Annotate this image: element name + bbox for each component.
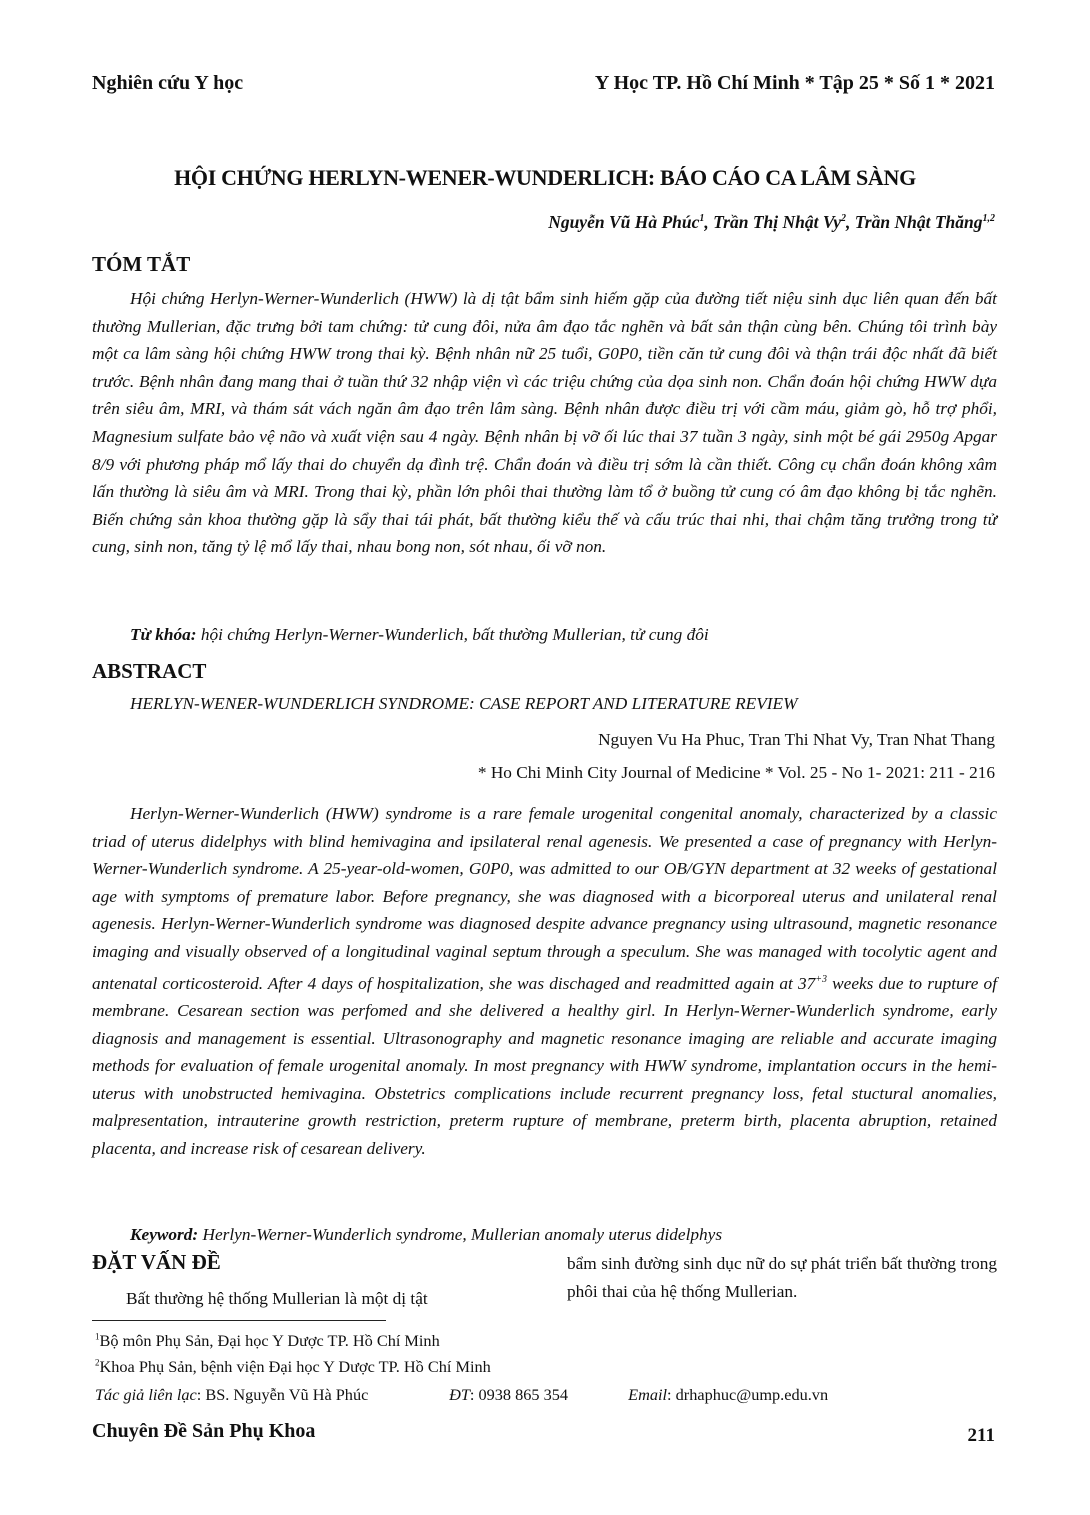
abstract-keywords-label: Keyword: [130,1225,199,1244]
intro-heading: ĐẶT VẤN ĐỀ [92,1250,221,1274]
abstract-heading: ABSTRACT [92,659,207,683]
summary-body: Hội chứng Herlyn-Werner-Wunderlich (HWW) là dị tật bẩm sinh hiếm gặp của đường tiết niệu sinh dục liên quan đến bất thường Mullerian, đặc trưng bởi tam chứng: tử cung đôi, nửa âm đạo tắc nghẽn và bất sản thận cùng bên. Chúng tôi trình bày một ca lâm sàng hội chứng HWW trong thai kỳ. Bệnh nhân nữ 25 tuổi, G0P0, tiền căn tử cung đôi và thận trái độc nhất đã biết trước. Bệnh nhân đang mang thai ở tuần thứ 32 nhập viện vì các triệu chứng của dọa sinh non. Chẩn đoán hội chứng HWW dựa trên siêu âm, MRI, và thám sát vách ngăn âm đạo trên lâm sàng. Bệnh nhân được điều trị với cầm máu, giảm gò, hỗ trợ phổi, Magnesium sulfate bảo vệ não và xuất viện sau 4 ngày. Bệnh nhân bị vỡ ối lúc thai 37 tuần 3 ngày, sinh một bé gái 2950g Apgar 8/9 với phương pháp mổ lấy thai do chuyển dạ đình trệ. Chẩn đoán và điều trị sớm là cần thiết. Công cụ chẩn đoán không xâm lấn thường là siêu âm và MRI. Trong thai kỳ, phần lớn phôi thai thường làm tổ ở buồng tử cung có âm đạo không bị tắc nghẽn. Biến chứng sản khoa thường gặp là sẩy thai tái phát, bất thường kiểu thế và cấu trúc thai nhi, thai chậm tăng trưởng trong tử cung, sinh non, tăng tỷ lệ mổ lấy thai, nhau bong non, sót nhau, ối vỡ non. [92,289,997,557]
footnote-2-mark: 2 [95,1357,100,1368]
contact-name: : BS. Nguyễn Vũ Hà Phúc [196,1385,369,1404]
abstract-body-superscript: +3 [815,973,827,985]
contact-author [95,1385,445,1405]
footnote-1-mark: 1 [95,1331,100,1342]
author-name: Trần Thị Nhật Vy [713,212,842,232]
author-affiliation-mark: 2 [841,213,847,225]
email-label: Email [628,1385,668,1404]
author-name: Nguyễn Vũ Hà Phúc [548,212,700,232]
footnote-2-text: Khoa Phụ Sản, bệnh viện Đại học Y Dược TP. Hồ Chí Minh [99,1357,491,1376]
abstract-body [92,800,997,1162]
phone-label: ĐT [449,1385,470,1404]
author-separator: , [704,212,714,232]
abstract-keywords [130,1225,722,1245]
corresponding-author [95,1385,895,1405]
footnote-2 [95,1357,491,1377]
author-list [548,212,995,233]
summary-keywords-text: hội chứng Herlyn-Werner-Wunderlich, bất thường Mullerian, tử cung đôi [196,625,709,644]
summary-keywords-label: Từ khóa: [130,625,197,644]
intro-right-column: bẩm sinh đường sinh dục nữ do sự phát triển bất thường trong phôi thai của hệ thống Mullerian. [567,1254,997,1301]
abstract-body-part2: weeks due to rupture of membrane. Cesarean section was perfomed and she delivered a healthy girl. In Herlyn-Werner-Wunderlich syndrome, early diagnosis and management is essential. Ultrasonography and magnetic resonance imaging are reliable and accurate imaging methods for evaluation of female urogenital anomaly. In most pregnancy with HWW syndrome, implantation occurs in the hemi-uterus with unobstructed hemivagina. Obstetrics complications include recurrent pregnancy loss, fetal stuctural anomalies, malpresentation, intrauterine growth restriction, preterm rupture of membrane, preterm birth, placenta abruption, retained placenta, and increase risk of cesarean delivery. [92,973,998,1158]
running-header-left: Nghiên cứu Y học [92,72,244,94]
footnote-1-text: Bộ môn Phụ Sản, Đại học Y Dược TP. Hồ Chí Minh [99,1331,440,1350]
page-number: 211 [967,1425,995,1446]
intro-left-column: Bất thường hệ thống Mullerian là một dị tật [126,1289,428,1308]
summary-heading: TÓM TẮT [92,252,191,276]
email-address: : drhaphuc@ump.edu.vn [667,1385,829,1404]
abstract-title: HERLYN-WENER-WUNDERLICH SYNDROME: CASE REPORT AND LITERATURE REVIEW [130,694,798,713]
author-affiliation-mark: 1 [699,213,705,225]
author-name: Trần Nhật Thăng [854,212,983,232]
abstract-body-part1: Herlyn-Werner-Wunderlich (HWW) syndrome is a rare female urogenital congenital anomaly, characterized by a classic triad of uterus didelphys with blind hemivagina and ipsilateral renal agenesis. We presented a case of pregnancy with Herlyn-Werner-Wunderlich syndrome. A 25-year-old-women, G0P0, was admitted to our OB/GYN department at 32 weeks of gestational age with symptoms of premature labor. Before pregnancy, she was diagnosed with a bicorporeal uterus and unilateral renal agenesis. Herlyn-Werner-Wunderlich syndrome was diagnosed despite advance pregnancy using ultrasound, magnetic resonance imaging and visually observed of a longitudinal vaginal septum through a speculum. She was managed with tocolytic agent and antenatal corticosteroid. After 4 days of hospitalization, she was dischaged and readmitted again at 37 [92,804,997,993]
footnote-divider [92,1320,386,1321]
abstract-keywords-text: Herlyn-Werner-Wunderlich syndrome, Mullerian anomaly uterus didelphys [198,1225,723,1244]
contact-label: Tác giả liên lạc [95,1385,197,1404]
footnote-1 [95,1331,440,1351]
abstract-citation: * Ho Chi Minh City Journal of Medicine * Vol. 25 - No 1- 2021: 211 - 216 [477,763,995,782]
author-separator: , [846,212,855,232]
footer-section-name: Chuyên Đề Sản Phụ Khoa [92,1420,316,1442]
article-title: HỘI CHỨNG HERLYN-WENER-WUNDERLICH: BÁO CÁO CA LÂM SÀNG [174,165,916,190]
contact-phone [449,1385,624,1405]
author-affiliation-mark: 1,2 [982,213,995,225]
phone-number: : 0938 865 354 [469,1385,569,1404]
contact-email [628,1385,828,1405]
running-header-right: Y Học TP. Hồ Chí Minh * Tập 25 * Số 1 * 2021 [594,72,995,94]
summary-keywords [130,625,709,645]
abstract-authors: Nguyen Vu Ha Phuc, Tran Thi Nhat Vy, Tran Nhat Thang [598,730,995,749]
